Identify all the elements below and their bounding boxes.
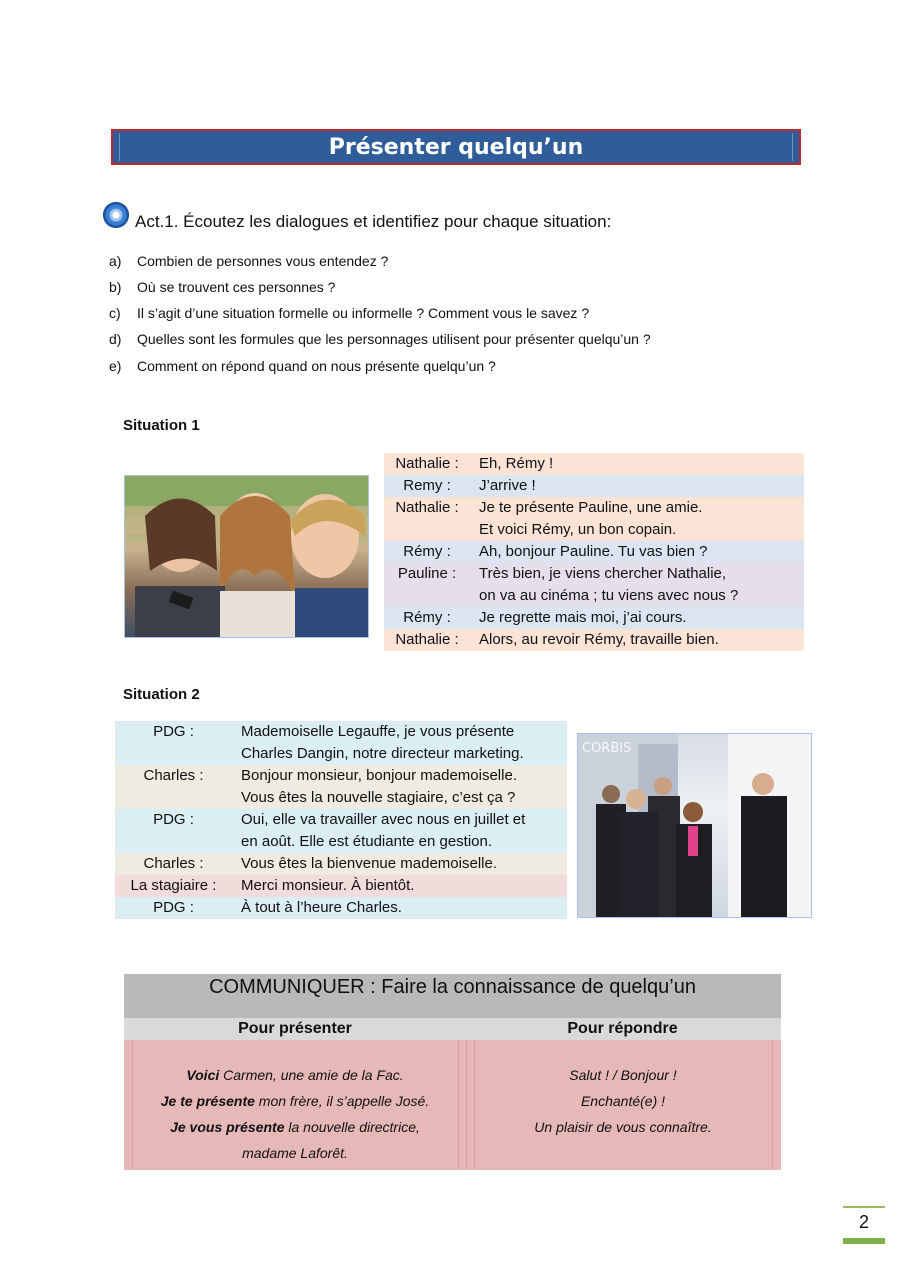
audio-cd-icon[interactable] bbox=[103, 202, 129, 228]
speaker-name: La stagiaire : bbox=[130, 877, 217, 894]
dialogue-text: on va au cinéma ; tu viens avec nous ? bbox=[479, 587, 739, 604]
dialogue-text: Ah, bonjour Pauline. Tu vas bien ? bbox=[479, 543, 708, 560]
question-item: c) Il s’agit d’une situation formelle ou informelle ? Comment vous le savez ? bbox=[109, 305, 590, 321]
dialogue-text: Et voici Rémy, un bon copain. bbox=[479, 521, 677, 538]
speaker-name bbox=[115, 831, 232, 853]
speaker-name: Remy : bbox=[403, 477, 451, 494]
question-item: e) Comment on répond quand on nous présente quelqu’un ? bbox=[109, 358, 496, 374]
speaker-name: Nathalie : bbox=[395, 631, 459, 648]
dialogue-text: Merci monsieur. À bientôt. bbox=[241, 877, 415, 894]
dialogue-line bbox=[384, 453, 804, 475]
dialogue-text: Vous êtes la nouvelle stagiaire, c’est ça ? bbox=[241, 789, 516, 806]
dialogue-text: Oui, elle va travailler avec nous en juillet et bbox=[241, 811, 526, 828]
dialogue-line bbox=[115, 743, 567, 765]
speaker-name bbox=[115, 787, 232, 809]
dialogue-situation-1 bbox=[384, 453, 804, 651]
situation-1-title: Situation 1 bbox=[123, 417, 200, 434]
respond-phrase: Enchanté(e) ! bbox=[580, 1093, 666, 1109]
dialogue-line bbox=[115, 765, 567, 787]
question-item: a) Combien de personnes vous entendez ? bbox=[109, 253, 389, 269]
dialogue-line bbox=[384, 585, 804, 607]
dialogue-line bbox=[115, 809, 567, 831]
dialogue-text: Je te présente Pauline, une amie. bbox=[479, 499, 703, 516]
communiquer-title: COMMUNIQUER : Faire la connaissance de quelqu’un bbox=[124, 974, 781, 1018]
dialogue-line bbox=[384, 541, 804, 563]
communiquer-headers bbox=[124, 1018, 781, 1040]
corbis-watermark: CORBIS bbox=[582, 741, 632, 756]
speaker-name bbox=[384, 585, 470, 607]
dialogue-text: À tout à l’heure Charles. bbox=[241, 899, 402, 916]
dialogue-text: Alors, au revoir Rémy, travaille bien. bbox=[479, 631, 719, 648]
dialogue-line bbox=[384, 563, 804, 585]
business-meeting-illustration bbox=[578, 734, 812, 918]
dialogue-text: Vous êtes la bienvenue mademoiselle. bbox=[241, 855, 497, 872]
question-item: d) Quelles sont les formules que les personnages utilisent pour présenter quelqu’un ? bbox=[109, 331, 651, 347]
speaker-name: Nathalie : bbox=[395, 455, 459, 472]
communiquer-body bbox=[124, 1040, 781, 1170]
speaker-name bbox=[115, 743, 232, 765]
page-number-text: 2 bbox=[858, 1212, 869, 1232]
dialogue-text: Bonjour monsieur, bonjour mademoiselle. bbox=[241, 767, 517, 784]
respond-phrase: Un plaisir de vous connaître. bbox=[534, 1119, 712, 1135]
col-header-respond: Pour répondre bbox=[567, 1020, 678, 1037]
dialogue-text: Charles Dangin, notre directeur marketing. bbox=[241, 745, 524, 762]
present-phrase: madame Laforêt. bbox=[242, 1145, 348, 1161]
dialogue-text: en août. Elle est étudiante en gestion. bbox=[241, 833, 493, 850]
dialogue-line bbox=[384, 519, 804, 541]
dialogue-text: Eh, Rémy ! bbox=[479, 455, 554, 472]
speaker-name: Charles : bbox=[143, 767, 204, 784]
dialogue-line bbox=[115, 721, 567, 743]
dialogue-situation-2 bbox=[115, 721, 567, 919]
dialogue-line bbox=[384, 607, 804, 629]
speaker-name bbox=[384, 519, 470, 541]
speaker-name: PDG : bbox=[153, 899, 194, 916]
dialogue-line bbox=[115, 787, 567, 809]
activity-heading: Act.1. Écoutez les dialogues et identifiez pour chaque situation: bbox=[135, 212, 612, 231]
dialogue-line bbox=[115, 897, 567, 919]
speaker-name: PDG : bbox=[153, 723, 194, 740]
page-number bbox=[843, 1206, 885, 1244]
dialogue-text: Mademoiselle Legauffe, je vous présente bbox=[241, 723, 515, 740]
speaker-name: Pauline : bbox=[397, 565, 457, 582]
dialogue-line bbox=[384, 497, 804, 519]
col-header-present: Pour présenter bbox=[238, 1020, 352, 1037]
dialogue-line bbox=[115, 831, 567, 853]
present-phrase: Je vous présente la nouvelle directrice, bbox=[170, 1119, 420, 1135]
teenagers-photo bbox=[124, 475, 369, 638]
dialogue-text: Je regrette mais moi, j’ai cours. bbox=[479, 609, 687, 626]
speaker-name: Rémy : bbox=[403, 543, 451, 560]
respond-phrase: Salut ! / Bonjour ! bbox=[569, 1067, 677, 1083]
speaker-name: Charles : bbox=[143, 855, 204, 872]
present-phrase: Voici Carmen, une amie de la Fac. bbox=[186, 1067, 404, 1083]
communiquer-box bbox=[124, 974, 781, 1170]
present-phrase: Je te présente mon frère, il s’appelle José. bbox=[160, 1093, 430, 1109]
dialogue-line bbox=[115, 853, 567, 875]
teenagers-illustration bbox=[125, 476, 369, 638]
dialogue-text: J’arrive ! bbox=[479, 477, 536, 494]
business-meeting-photo bbox=[577, 733, 812, 918]
speaker-name: Rémy : bbox=[403, 609, 451, 626]
dialogue-line bbox=[384, 475, 804, 497]
situation-2-title: Situation 2 bbox=[123, 686, 200, 703]
page-title: Présenter quelqu’un bbox=[328, 135, 584, 160]
speaker-name: PDG : bbox=[153, 811, 194, 828]
speaker-name: Nathalie : bbox=[395, 499, 459, 516]
question-item: b) Où se trouvent ces personnes ? bbox=[109, 279, 336, 295]
title-banner bbox=[111, 129, 801, 165]
dialogue-text: Très bien, je viens chercher Nathalie, bbox=[479, 565, 727, 582]
dialogue-line bbox=[115, 875, 567, 897]
dialogue-line bbox=[384, 629, 804, 651]
